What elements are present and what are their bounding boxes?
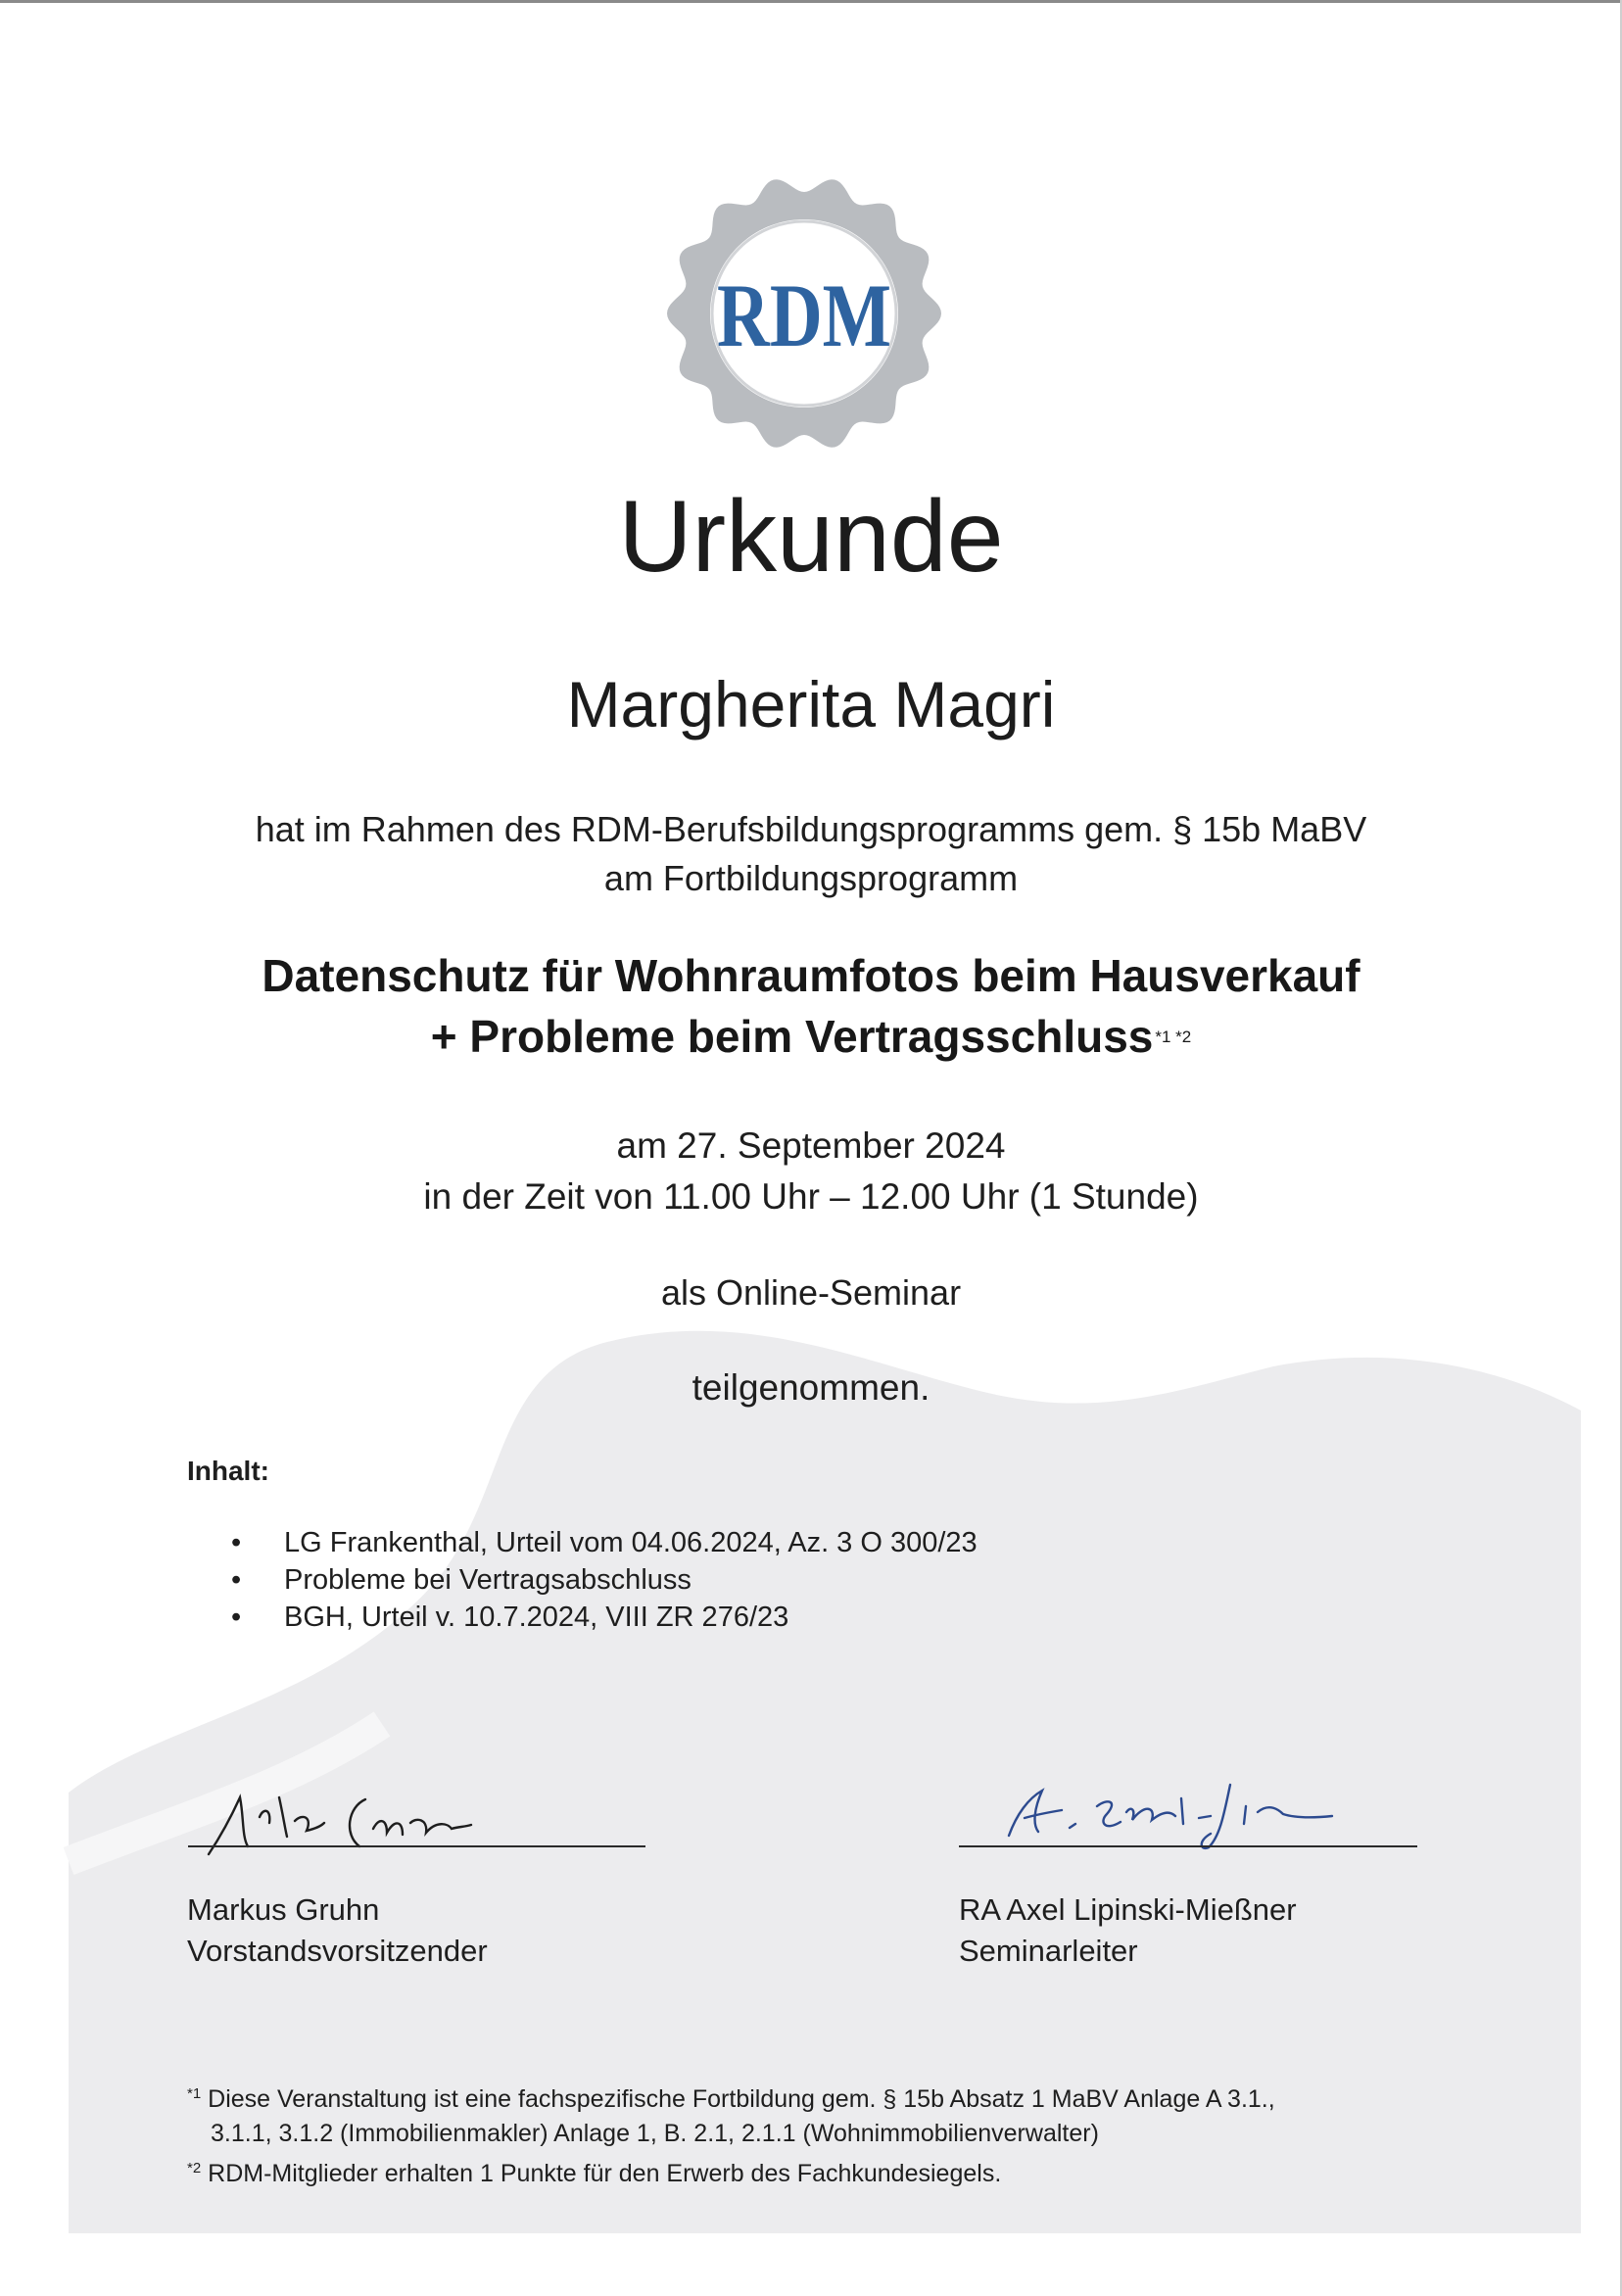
footnote-2 [187,2151,1460,2191]
footnote-1-mark: *1 [187,2085,202,2102]
recipient-name: Margherita Magri [566,668,1056,741]
participated-text: teilgenommen. [692,1367,930,1408]
footnote-1 [187,2077,1460,2117]
logo-text: RDM [717,265,891,365]
rdm-seal-logo [662,171,946,455]
intro-line-1: hat im Rahmen des RDM-Berufsbildungsprogramms gem. § 15b MaBV [255,809,1367,849]
top-scan-edge [0,0,1622,3]
signature-line-left [188,1845,645,1847]
signer-right [959,1889,1297,1972]
intro-text [0,805,1622,903]
signature-markus-gruhn [201,1778,534,1866]
content-item: • BGH, Urteil v. 10.7.2024, VIII ZR 276/23 [231,1599,978,1636]
date-time [0,1121,1622,1222]
footnote-1-line-1: Diese Veranstaltung ist eine fachspezifische Fortbildung gem. § 15b Absatz 1 MaBV Anlage A 3.1., [208,2085,1275,2113]
content-item: • LG Frankenthal, Urteil vom 04.06.2024, Az. 3 O 300/23 [231,1524,978,1561]
course-footnote-marks: *1 *2 [1155,1028,1192,1046]
footnote-2-mark: *2 [187,2160,202,2176]
content-list [231,1524,978,1636]
signer-right-role: Seminarleiter [959,1934,1138,1968]
intro-line-2: am Fortbildungsprogramm [603,858,1019,898]
course-line-2: + Probleme beim Vertragsschluss [430,1011,1154,1062]
date-line: am 27. September 2024 [616,1125,1006,1166]
signer-left-name: Markus Gruhn [187,1892,380,1927]
footnotes [187,2077,1460,2191]
time-line: in der Zeit von 11.00 Uhr – 12.00 Uhr (1 Stunde) [423,1176,1199,1217]
seminar-format: als Online-Seminar [660,1272,962,1313]
signature-line-right [959,1845,1417,1847]
signer-left-role: Vorstandsvorsitzender [187,1934,488,1968]
content-label: Inhalt: [187,1456,269,1486]
content-item: • Probleme bei Vertragsabschluss [231,1561,978,1599]
course-line-2-wrap [0,1006,1622,1068]
certificate-title: Urkunde [618,480,1004,594]
signer-right-name: RA Axel Lipinski-Mießner [959,1892,1297,1927]
signer-left [187,1889,488,1972]
course-title [0,945,1622,1068]
course-line-1: Datenschutz für Wohnraumfotos beim Hausverkauf [262,950,1360,1001]
footnote-2-text: RDM-Mitglieder erhalten 1 Punkte für den Erwerb des Fachkundesiegels. [208,2160,1002,2187]
footnote-1-line-2: 3.1.1, 3.1.2 (Immobilienmakler) Anlage 1, B. 2.1, 2.1.1 (Wohnimmobilienverwalter) [211,2120,1099,2147]
signature-axel-lipinski [989,1763,1361,1856]
